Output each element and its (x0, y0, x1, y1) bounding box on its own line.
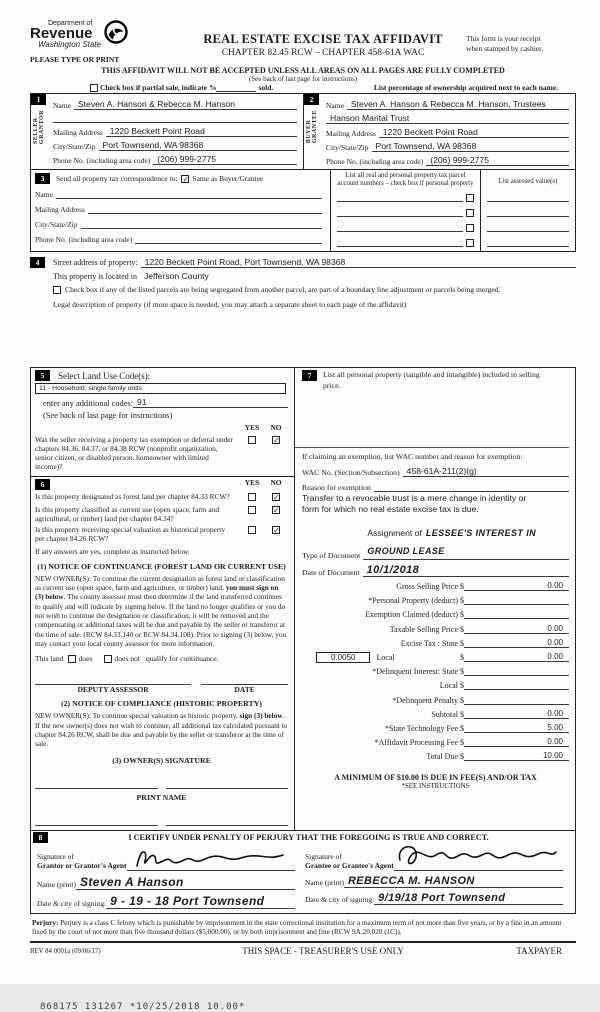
grantee-signature-line[interactable] (394, 845, 563, 871)
please-type-label: PLEASE TYPE OR PRINT (30, 55, 120, 64)
forest-no-checkbox[interactable]: ✓ (273, 492, 280, 502)
parcel-field[interactable] (337, 207, 463, 217)
assessed-value-field[interactable] (487, 237, 569, 247)
form-footer (30, 946, 576, 956)
buyer-phone-field[interactable]: (206) 999-2775 (426, 155, 569, 166)
treasurer-use-label: THIS SPACE - TREASURER'S USE ONLY (242, 946, 404, 957)
rev-number: REV 84 0001a (09/06/17) (30, 947, 101, 955)
type-of-document-field[interactable]: Assignment of LESSEE'S INTEREST IN GROUND LEASE (363, 523, 569, 560)
exemption-claimed-label: Exemption Claimed (deduct) (365, 610, 458, 620)
local-rate-row: 0.0050 Local (302, 653, 460, 662)
partial-percent-field[interactable] (216, 91, 256, 92)
grantee-date-city-label: Date & city of signing: (305, 895, 375, 905)
left-column (31, 368, 294, 829)
washington-state-label: Washington State (38, 40, 102, 49)
type-of-document-handwriting: LESSEE'S INTEREST IN GROUND LEASE (367, 527, 536, 556)
print-name-line[interactable] (166, 814, 289, 826)
buyer-box (303, 94, 575, 169)
yes-header: YES (244, 423, 260, 433)
parcel-numbers-col (330, 170, 480, 251)
parcel-field[interactable] (337, 192, 463, 202)
partial-sale-label: Check box if partial sale, indicate % (100, 83, 217, 92)
ownership-note: List percentage of ownership acquired next to each name. (373, 83, 558, 92)
forest-land-question: Is this property designated as forest land per chapter 84.33 RCW? (35, 491, 230, 501)
yes-header-2: YES (244, 477, 260, 487)
send-correspondence-label: Send all property tax correspondence to: (56, 174, 178, 183)
no-header: NO (270, 423, 282, 433)
partial-sale-row (90, 83, 576, 92)
property-address-section (30, 252, 576, 367)
parcel-field[interactable] (337, 237, 463, 247)
section-3-number: 3 (35, 173, 50, 184)
sold-label: sold. (258, 83, 274, 92)
taxpayer-label: TAXPAYER (516, 946, 562, 957)
personal-property-checkbox[interactable] (466, 194, 474, 202)
parties-section (30, 93, 576, 170)
county-field[interactable]: Jefferson County (143, 271, 209, 282)
delinquent-interest-local-label: Local (439, 681, 458, 691)
cashier-receipt-stamp: 868175 131267 *10/25/2018 10.00* (40, 1002, 246, 1012)
parcel-numbers-header: List all real and personal property tax parcel account numbers – check box if personal property (337, 172, 474, 188)
state-technology-fee-label: *State Technology Fee (384, 723, 458, 733)
form-subtitle: CHAPTER 82.45 RCW – CHAPTER 458-61A WAC (221, 48, 425, 58)
taxable-selling-price-field[interactable]: 0.00 (464, 624, 569, 634)
land-use-heading: Select Land Use Code(s): (58, 370, 151, 381)
see-back-note: (See back of last page for instructions) (248, 75, 358, 83)
section-2-number: 2 (304, 94, 319, 105)
dept-of-label: Department of (48, 20, 93, 27)
delinquent-interest-state-field[interactable] (464, 666, 569, 676)
grantor-signature-block (33, 845, 301, 909)
buyer-citystatezip-field[interactable]: Port Townsend, WA 98368 (372, 141, 570, 152)
seller-address-field[interactable]: 1220 Beckett Point Road (106, 126, 297, 137)
additional-codes-label: enter any additional codes: (43, 399, 133, 409)
section-6-number: 6 (35, 479, 50, 490)
does-label: does (78, 654, 93, 664)
print-name-line[interactable] (35, 814, 158, 826)
deferral-yes-checkbox[interactable] (248, 436, 256, 444)
corr-address-label: Mailing Address (35, 205, 85, 214)
grantor-signature-line[interactable] (127, 845, 295, 871)
agency-block (30, 20, 180, 64)
print-name-title: PRINT NAME (136, 792, 187, 802)
reason-exemption-field[interactable]: Transfer to a revocable trust is a mere change in identity or form for which no real estate excise tax is due. (302, 492, 527, 515)
qualify-label: qualify for continuance. (145, 654, 219, 664)
assessed-value-field[interactable] (487, 207, 569, 217)
section-1-number: 1 (31, 94, 46, 105)
see-instructions-note: *SEE INSTRUCTIONS (401, 782, 470, 791)
historic-yes-checkbox[interactable] (248, 526, 256, 534)
notice-continuance-title: (1) NOTICE OF CONTINUANCE (FOREST LAND OR CURRENT USE) (37, 561, 286, 571)
same-as-buyer-checkbox[interactable]: ✓ (182, 174, 190, 184)
section-7-number: 7 (302, 370, 317, 381)
form-header (30, 20, 576, 64)
minimum-due-note: A MINIMUM OF $10.00 IS DUE IN FEE(S) AND/OR TAX (334, 773, 537, 783)
certify-statement: I CERTIFY UNDER PENALTY OF PERJURY THAT THE FOREGOING IS TRUE AND CORRECT. (128, 832, 489, 842)
total-due-label: Total Due (426, 752, 458, 762)
current-use-question: Is this property classified as current use (open space, farm and agricultural, or timber) land per chapter 84.34? (35, 504, 220, 523)
subtotal-label: Subtotal (431, 709, 458, 719)
delinquent-penalty-field[interactable] (464, 695, 569, 705)
main-columns (30, 367, 576, 830)
grantee-name-print-field[interactable]: REBECCA M. HANSON (344, 875, 563, 888)
street-address-label: Street address of property: (53, 258, 138, 268)
same-as-buyer-label: Same as Buyer/Grantee (192, 174, 264, 183)
delinquent-interest-local-field[interactable] (464, 680, 569, 690)
if-any-note: If any answers are yes, complete as instructed below. (35, 547, 190, 557)
wac-number-label: WAC No. (Section/Subsection) (302, 467, 400, 477)
personal-property-checkbox[interactable] (466, 224, 474, 232)
corr-phone-label: Phone No. (including area code) (35, 235, 133, 244)
affidavit-processing-fee-field[interactable]: 0.00 (464, 737, 569, 747)
seller-name-label: Name (53, 101, 71, 110)
seller-role-label: SELLER GRANTOR (33, 110, 45, 145)
correspondence-col (31, 170, 330, 251)
taxable-selling-price-label: Taxable Selling Price (389, 624, 458, 634)
excise-tax-local-field[interactable]: 0.00 (464, 652, 569, 662)
classification-section (31, 477, 294, 830)
section-8-number: 8 (33, 832, 48, 843)
does-not-label: does not (114, 654, 140, 664)
this-land-label: This land (35, 654, 64, 664)
assessed-values-col (480, 170, 575, 251)
notice-compliance-text: NEW OWNER(S): To continue special valuation as historic property, sign (3) below. If the new owner(s) does not wish to continue, all additional tax calculated pursuant to chapter 84.26 RCW, shall be due and payable by the seller or transferor at the time of sale. (35, 711, 288, 749)
revenue-logo-icon (103, 20, 129, 51)
corr-name-field[interactable] (56, 189, 322, 199)
title-block (180, 20, 466, 64)
state-technology-fee-field[interactable]: 5.00 (464, 723, 569, 733)
buyer-citystatezip-label: City/State/Zip (326, 143, 369, 152)
deputy-assessor-label: DEPUTY ASSESSOR (77, 685, 149, 695)
grantor-name-print-label: Name (print) (37, 880, 76, 890)
grantee-signature-block (301, 845, 569, 909)
notice-continuance-text: NEW OWNER(S): To continue the current designation as forest land or classification as current use (open space, farm and agriculture, or timber) land, you must sign on (3) below. The county assessor must then determine if the land transferred continues to qualify and will indicate by signing below. If the land no longer qualifies or you do not wish to continue the designation or classification, it will be removed and the compensating or additional taxes will be due and payable by the seller or transferor at the time of sale. (RCW 84.33.140 or RCW 84.34.108). Prior to signing (3) below, you may contact your local county assessor for more information. (35, 573, 287, 648)
seller-name2-field[interactable] (53, 113, 297, 123)
excise-tax-state-field[interactable]: 0.00 (464, 638, 569, 648)
historic-question: Is this property receiving special valuation as historical property per chapter 84.26 RCW? (35, 525, 226, 544)
total-due-field[interactable]: 10.00 (464, 751, 569, 761)
perjury-statement: Perjury: Perjury is a class C felony which is punishable by imprisonment in the state correctional institution for a maximum term of not more than five years, or by a fine in an amount fixed by the court of not more than five thousand dollars ($5,000.00), or by both imprisonment and fine (RCW 9A.20.020 (1C)). (30, 916, 576, 944)
deferral-no-checkbox[interactable]: ✓ (273, 436, 280, 446)
local-rate-box: 0.0050 (316, 652, 370, 663)
corr-name-label: Name (35, 190, 53, 199)
historic-no-checkbox[interactable]: ✓ (273, 526, 280, 536)
reason-exemption-label: Reason for exemption (302, 482, 371, 492)
revenue-wordmark: Revenue (30, 25, 93, 42)
deferral-question: Was the seller receiving a property tax exemption or deferral under chapters 84.36, 84.37, or 84.38 RCW (nonprofit organization, senior citizen, or disabled person, homeowner with limited income)? (35, 435, 234, 471)
personal-property-deduct-field[interactable] (464, 595, 569, 605)
excise-tax-column: 7 List all personal property (tangible and intangible) included in selling price. If claiming an exemption, list WAC number and reason for exemption: WAC No. (Section/Subsection) 458-61A-211(2)(g) Reason for exemption Transfer to a revocable trust is a mere change in identity or form for which no real estate excise tax is due. Type of Document Assignment of LESSEE'S INTEREST IN GROUND LEASE Date of Document 10/1/2018 Gross Selling Price $ 0.00 *Personal Property (deduct) $ Exemption Claimed (deduct) $ Taxable Selling Price $ 0.00 Excise Tax : State $ 0.00 0.0050 Local $ 0.00 *Delinquent Interest: State $ Local $ *Delinquent Penalty $ Subtotal $ 0.00 *State Technology Fee $ 5.00 *Affidavit Processing Fee $ 0.00 Total Due $ 10.00 A MINIMUM OF $10.00 IS DUE IN FEE(S) AND/OR TAX *SEE INSTRUCTIONS (294, 368, 575, 829)
owners-signature-title: (3) OWNER(S) SIGNATURE (112, 755, 211, 765)
segregated-checkbox[interactable] (53, 286, 61, 294)
seller-address-label: Mailing Address (53, 128, 103, 137)
delinquent-penalty-label: *Delinquent Penalty (392, 695, 458, 705)
buyer-address-label: Mailing Address (326, 129, 376, 138)
personal-property-checkbox[interactable] (466, 239, 474, 247)
seller-box (31, 94, 303, 169)
current-use-yes-checkbox[interactable] (248, 506, 256, 514)
acceptance-notice: THIS AFFIDAVIT WILL NOT BE ACCEPTED UNLESS ALL AREAS ON ALL PAGES ARE FULLY COMPLETED (101, 66, 505, 75)
grantee-signature-label: Signature of Grantee or Grantee's Agent (305, 851, 394, 871)
personal-property-checkbox[interactable] (466, 209, 474, 217)
personal-property-label: List all personal property (tangible and intangible) included in selling price. (323, 370, 540, 390)
corr-phone-field[interactable] (135, 234, 322, 244)
street-address-field[interactable]: 1220 Beckett Point Road, Port Townsend, WA 98368 (141, 257, 576, 268)
parcel-field[interactable] (337, 222, 463, 232)
grantee-name-print-label: Name (print) (305, 878, 344, 888)
buyer-name-field[interactable]: Steven A. Hanson & Rebecca M. Hanson, Trustees (347, 99, 569, 110)
seller-name-field[interactable]: Steven A. Hanson & Rebecca M. Hanson (74, 99, 297, 110)
receipt-note: This form is your receipt when stamped by cashier. (466, 34, 544, 53)
partial-sale-checkbox[interactable] (90, 84, 98, 92)
grantee-signature (394, 840, 559, 872)
additional-codes-field[interactable]: 91 (133, 397, 288, 408)
buyer-phone-label: Phone No. (including area code) (326, 157, 424, 166)
buyer-address-field[interactable]: 1220 Beckett Point Road (379, 127, 569, 138)
assessor-date-label: DATE (234, 685, 255, 695)
subtotal-field[interactable]: 0.00 (464, 709, 569, 719)
see-back-note-2: (See back of last page for instructions) (43, 411, 173, 421)
buyer-role-label: BUYER GRANTEE (306, 110, 318, 144)
gross-selling-price-label: Gross Selling Price (396, 582, 458, 592)
delinquent-interest-state-label: *Delinquent Interest: State (372, 667, 458, 677)
located-in-label: This property is located in (53, 272, 137, 282)
corr-citystatezip-label: City/State/Zip (35, 220, 78, 229)
does-not-checkbox[interactable] (104, 655, 112, 663)
grantor-signature-label: Signature of Grantor or Grantor's Agent (37, 851, 127, 871)
forest-yes-checkbox[interactable] (248, 493, 256, 501)
exemption-claimed-field[interactable] (464, 609, 569, 619)
date-of-document-label: Date of Document (302, 567, 360, 577)
land-use-section (31, 368, 294, 476)
wac-number-field[interactable]: 458-61A-211(2)(g) (403, 466, 569, 477)
segregated-label: Check box if any of the listed parcels are being segregated from another parcel, are part of a boundary line adjustment or parcels being merged. (65, 285, 501, 295)
corr-address-field[interactable] (88, 204, 322, 214)
personal-property-deduct-label: *Personal Property (deduct) (368, 596, 458, 606)
no-header-2: NO (270, 477, 282, 487)
assessed-value-field[interactable] (487, 222, 569, 232)
corr-citystatezip-field[interactable] (81, 219, 323, 229)
buyer-name2-field[interactable]: Hanson Marital Trust (326, 113, 569, 124)
affidavit-processing-fee-label: *Affidavit Processing Fee (374, 738, 458, 748)
legal-description-label: Legal description of property (if more space is needed, you may attach a separate sheet to each page of the affidavit) (53, 300, 407, 310)
date-of-document-field[interactable]: 10/1/2018 (363, 564, 569, 577)
legal-description-field[interactable] (30, 309, 576, 367)
certification-section (30, 831, 576, 914)
section-4-number: 4 (30, 257, 45, 268)
buyer-name-label: Name (326, 101, 344, 110)
owner-signature-line[interactable] (35, 777, 158, 789)
seller-phone-label: Phone No. (including area code) (53, 156, 151, 165)
assessed-value-field[interactable] (487, 192, 569, 202)
tax-correspondence-section (30, 170, 576, 252)
current-use-no-checkbox[interactable]: ✓ (273, 505, 280, 515)
notice-compliance-title: (2) NOTICE OF COMPLIANCE (HISTORIC PROPERTY) (61, 699, 262, 709)
seller-citystatezip-label: City/State/Zip (53, 142, 96, 151)
gross-selling-price-field[interactable]: 0.00 (464, 581, 569, 591)
owner-signature-line[interactable] (166, 777, 289, 789)
section-5-number: 5 (35, 370, 50, 381)
reason-exemption-line[interactable] (374, 482, 569, 492)
personal-property-field[interactable] (302, 391, 569, 447)
grantor-date-city-field[interactable]: 9 - 19 - 18 Port Townsend (106, 894, 295, 909)
deputy-assessor-signature-line[interactable] (35, 673, 191, 685)
assessor-date-line[interactable] (201, 673, 288, 685)
grantor-signature (127, 842, 287, 872)
type-of-document-label: Type of Document (302, 550, 361, 560)
seller-phone-field[interactable]: (206) 999-2775 (153, 154, 297, 165)
form-title: REAL ESTATE EXCISE TAX AFFIDAVIT (203, 32, 443, 46)
land-use-code-select[interactable]: 11 - Household, single family units (35, 383, 286, 394)
grantor-date-city-label: Date & city of signing: (37, 899, 107, 909)
claiming-exemption-label: If claiming an exemption, list WAC number and reason for exemption: (295, 447, 569, 461)
grantor-name-print-field[interactable]: Steven A Hanson (76, 875, 295, 890)
seller-citystatezip-field[interactable]: Port Townsend, WA 98368 (99, 140, 298, 151)
grantee-date-city-field[interactable]: 9/19/18 Port Townsend (374, 892, 563, 905)
does-checkbox[interactable] (68, 655, 76, 663)
assessed-values-header: List assessed value(s) (498, 178, 558, 185)
excise-tax-state-label: Excise Tax : State (400, 638, 458, 648)
